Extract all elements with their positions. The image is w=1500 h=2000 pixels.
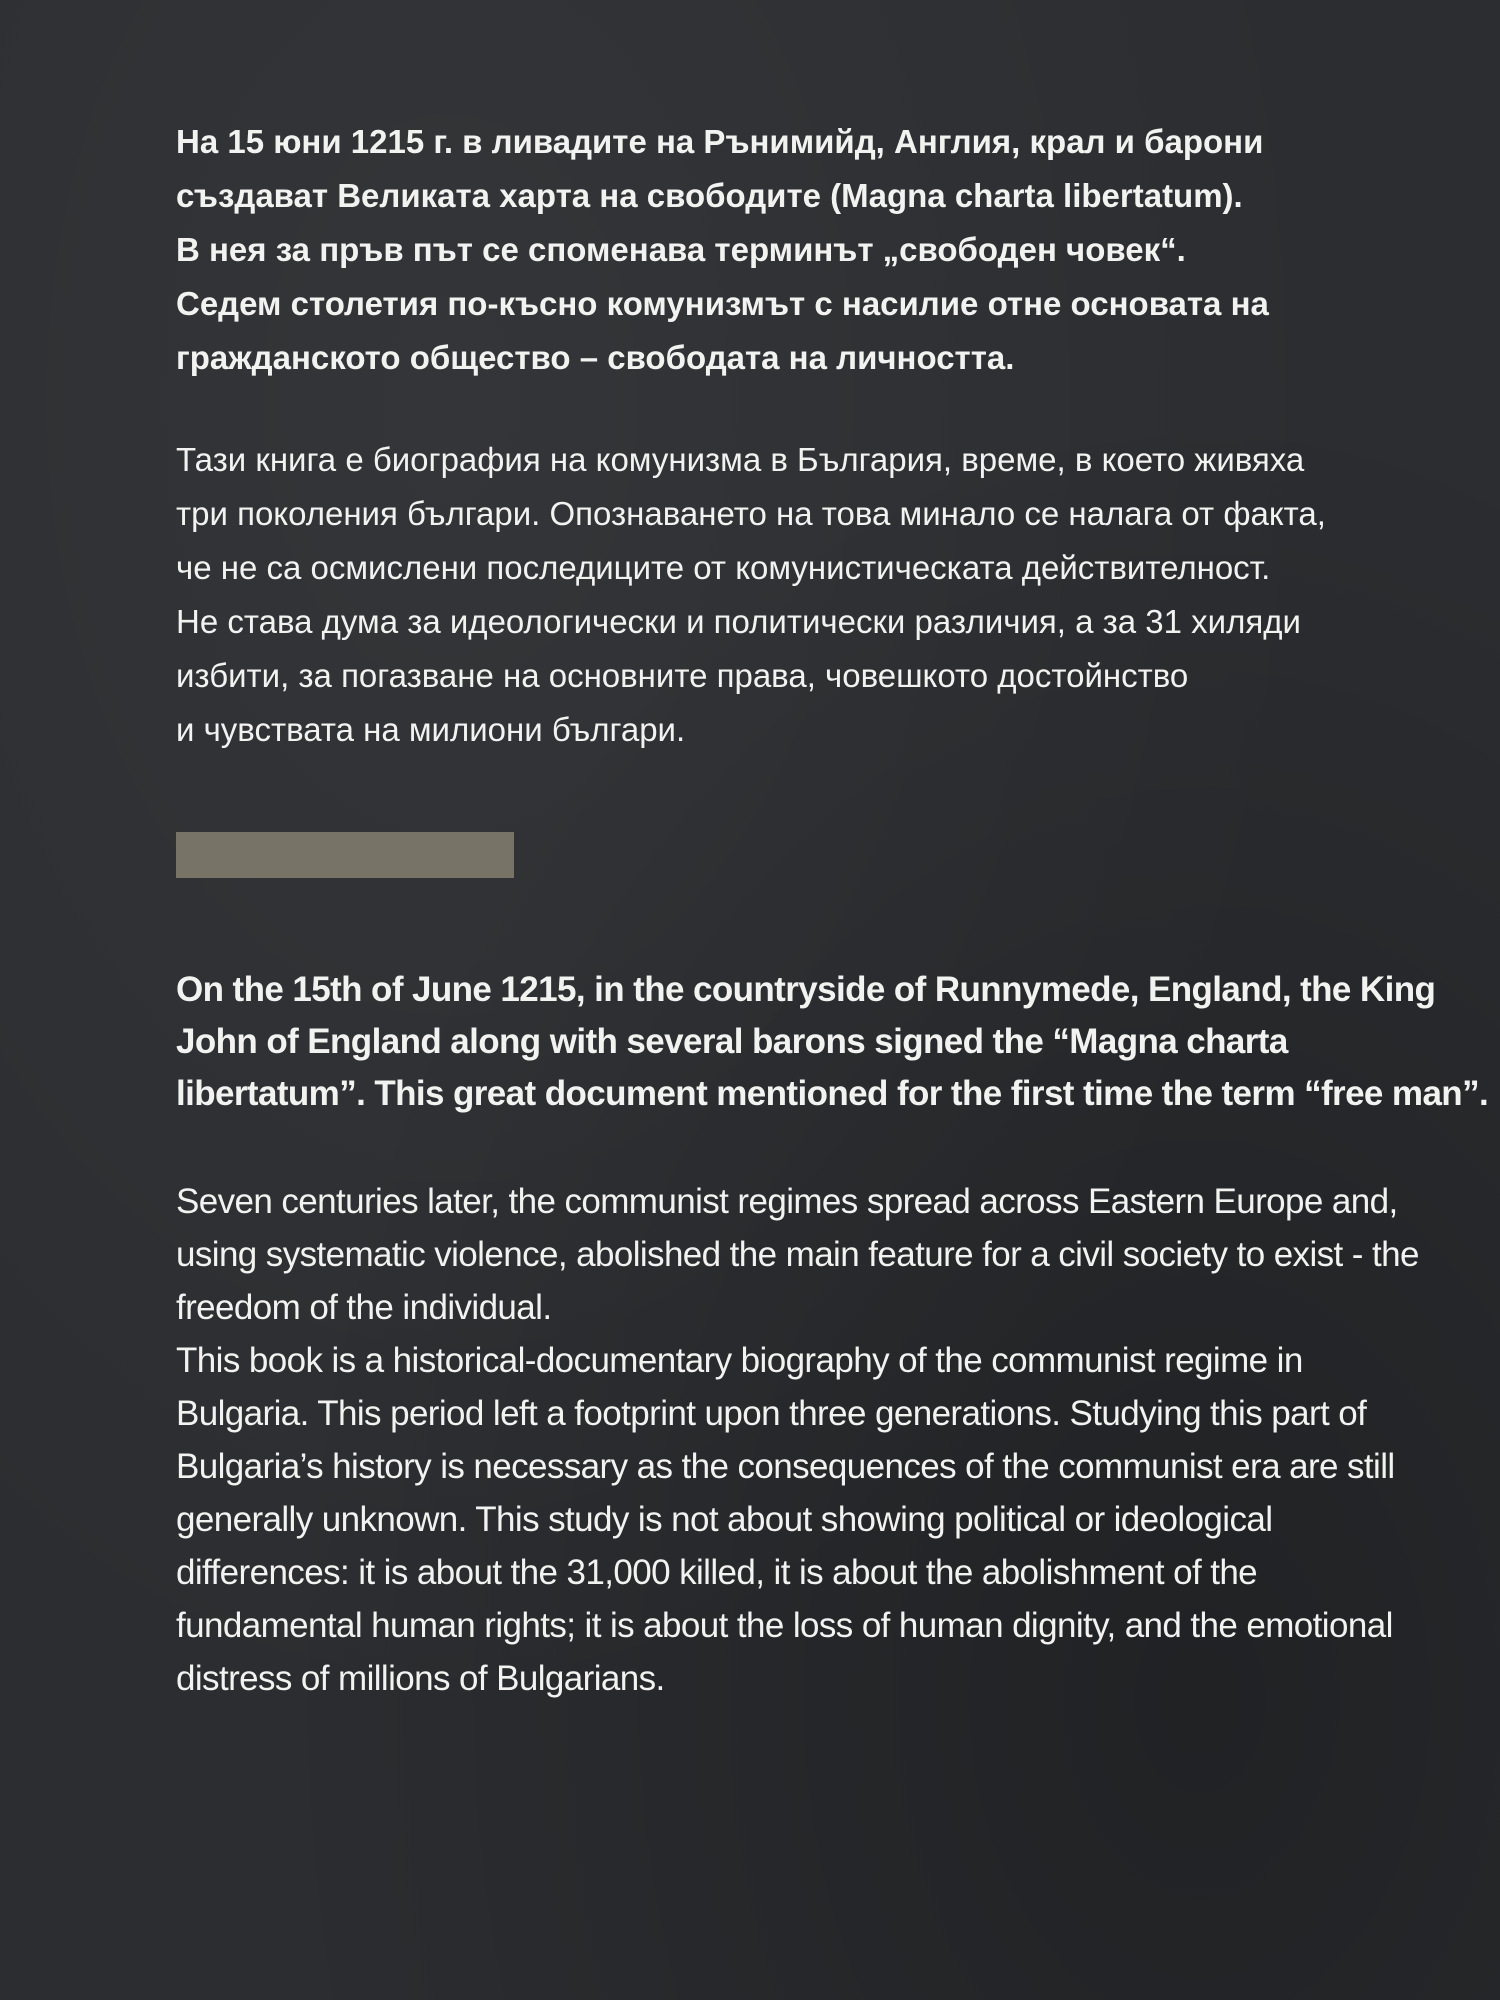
text-line: libertatum”. This great document mentioned for the first time the term “free man”. — [176, 1074, 1489, 1113]
text-line: гражданското общество – свободата на личността. — [176, 339, 1015, 376]
text-line: Тази книга е биография на комунизма в България, време, в което живяха — [176, 441, 1305, 478]
text-line: че не са осмислени последиците от комунистическата действителност. — [176, 549, 1271, 586]
bulgarian-body-paragraph — [176, 433, 1446, 757]
text-line: fundamental human rights; it is about the loss of human dignity, and the emotional — [176, 1606, 1393, 1645]
text-line: Bulgaria. This period left a footprint upon three generations. Studying this part of — [176, 1394, 1367, 1433]
english-intro-paragraph — [176, 964, 1489, 1120]
text-line: три поколения българи. Опознаването на това минало се налага от факта, — [176, 495, 1326, 532]
text-line: using systematic violence, abolished the main feature for a civil society to exist - the — [176, 1235, 1419, 1274]
english-body-paragraph — [176, 1175, 1446, 1705]
text-line: Не става дума за идеологически и политически различия, а за 31 хиляди — [176, 603, 1301, 640]
bulgarian-intro-paragraph — [176, 115, 1446, 385]
text-line: generally unknown. This study is not about showing political or ideological — [176, 1500, 1273, 1539]
text-line: John of England along with several barons signed the “Magna charta — [176, 1022, 1288, 1061]
text-line: Seven centuries later, the communist regimes spread across Eastern Europe and, — [176, 1182, 1398, 1221]
text-line: създават Великата харта на свободите (Magna charta libertatum). — [176, 177, 1243, 214]
text-line: differences: it is about the 31,000 killed, it is about the abolishment of the — [176, 1553, 1258, 1592]
text-line: На 15 юни 1215 г. в ливадите на Рънимийд, Англия, крал и барони — [176, 123, 1264, 160]
text-line: избити, за погазване на основните права, човешкото достойнство — [176, 657, 1189, 694]
divider-bar — [176, 832, 514, 878]
text-line: distress of millions of Bulgarians. — [176, 1659, 665, 1698]
text-line: This book is a historical-documentary biography of the communist regime in — [176, 1341, 1303, 1380]
text-line: В нея за пръв път се споменава терминът „свободен човек“. — [176, 231, 1186, 268]
text-line: Седем столетия по-късно комунизмът с насилие отне основата на — [176, 285, 1269, 322]
text-line: freedom of the individual. — [176, 1288, 552, 1327]
text-line: Bulgaria’s history is necessary as the consequences of the communist era are still — [176, 1447, 1395, 1486]
text-line: и чувствата на милиони българи. — [176, 711, 686, 748]
text-line: On the 15th of June 1215, in the countryside of Runnymede, England, the King — [176, 970, 1436, 1009]
